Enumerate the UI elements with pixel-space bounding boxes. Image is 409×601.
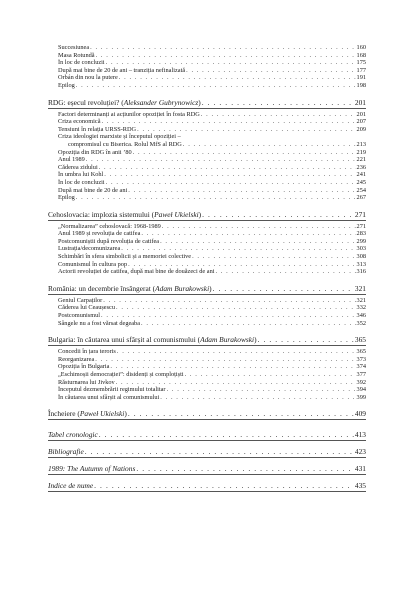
toc-entry: Reorganizarea . . . 373 bbox=[48, 356, 366, 364]
chapter-rule bbox=[48, 419, 366, 420]
toc-entry: Actorii revoluției de catifea, după mai bine de douăzeci de ani . . . 316 bbox=[48, 268, 366, 276]
toc-entry: Anul 1989 . . . 221 bbox=[48, 156, 366, 164]
toc-entry: Căderea zidului . . . 236 bbox=[48, 164, 366, 172]
toc-entry: Criza ideologiei marxiste și începutul opoziției – bbox=[58, 133, 181, 141]
toc-section-hungary-tail bbox=[48, 44, 366, 90]
toc-entry: Tensiuni în relația URSS-RDG . . . 209 bbox=[48, 126, 366, 134]
toc-section-rdg bbox=[48, 98, 366, 202]
toc-chapter-heading: Bulgaria: în căutarea unui sfârșit al comunismului (Adam Burakowski) . . . 365 bbox=[48, 335, 366, 344]
toc-entry: Masa Rotundă . . . 168 bbox=[48, 52, 366, 60]
toc-entry: Succesiunea . . . 160 bbox=[48, 44, 366, 52]
toc-section-romania bbox=[48, 284, 366, 327]
toc-entry: Începutul dezmembrării regimului totalitar . . . 394 bbox=[48, 386, 366, 394]
table-of-contents bbox=[48, 44, 366, 494]
toc-entry: Epilog . . . 198 bbox=[48, 82, 366, 90]
toc-entry: Răsturnarea lui Jivkov . . . 392 bbox=[48, 379, 366, 387]
toc-entry: După mai bine de 20 de ani . . . 254 bbox=[48, 187, 366, 195]
toc-entry: Căderea lui Ceaușescu . . . 332 bbox=[48, 304, 366, 312]
chapter-rule bbox=[48, 440, 366, 441]
toc-entry: „Normalizarea” cehoslovacă: 1968-1989 . . . 271 bbox=[48, 223, 366, 231]
toc-entry: În loc de concluzii . . . 245 bbox=[48, 179, 366, 187]
toc-entry: Schimbări în sfera simbolicii și a memoriei colective . . . 308 bbox=[48, 253, 366, 261]
toc-entry: Sângele nu a fost vărsat degeaba . . . 352 bbox=[48, 320, 366, 328]
toc-entry: Opoziția din RDG în anii ’80 . . . 219 bbox=[48, 149, 366, 157]
toc-chapter-heading: Încheiere (Paweł Ukielski) . . . 409 bbox=[48, 409, 366, 418]
toc-entry: „Eschimoșii democrației”: disidenți și comploțiști . . . 377 bbox=[48, 371, 366, 379]
toc-entry: Concedii în țara teroris . . . 365 bbox=[48, 348, 366, 356]
toc-entry: Factori determinanți ai acțiunilor opoziției în fosta RDG . . . 201 bbox=[48, 111, 366, 119]
chapter-rule bbox=[48, 457, 366, 458]
chapter-rule bbox=[48, 345, 366, 346]
toc-entry: Lustrația/decomunizarea . . . 303 bbox=[48, 245, 366, 253]
toc-entry: Orbán din nou la putere . . . 191 bbox=[48, 74, 366, 82]
toc-chapter-heading: România: un decembrie însângerat (Adam Burakowski) . . . 321 bbox=[48, 284, 366, 293]
toc-back-entry: Bibliografie . . . 423 bbox=[48, 447, 366, 456]
toc-section-cehoslovacia bbox=[48, 210, 366, 276]
toc-entry: Comunismul în cultura pop . . . 313 bbox=[48, 261, 366, 269]
toc-entry: Geniul Carpaților . . . 321 bbox=[48, 297, 366, 305]
chapter-rule bbox=[48, 491, 366, 492]
chapter-rule bbox=[48, 294, 366, 295]
toc-entry: Epilog . . . 267 bbox=[48, 194, 366, 202]
toc-entry: În loc de concluzii . . . 175 bbox=[48, 59, 366, 67]
chapter-rule bbox=[48, 220, 366, 221]
toc-back-entry: Tabel cronologic . . . 413 bbox=[48, 430, 366, 439]
toc-entry: Opoziția în Bulgaria . . . 374 bbox=[48, 363, 366, 371]
toc-chapter-heading: Cehoslovacia: implozia sistemului (Paweł Ukielski) . . . 271 bbox=[48, 210, 366, 219]
toc-entry: Anul 1989 și revoluția de catifea . . . 283 bbox=[48, 230, 366, 238]
chapter-rule bbox=[48, 474, 366, 475]
toc-entry: Criza economică . . . 207 bbox=[48, 118, 366, 126]
toc-section-bulgaria bbox=[48, 335, 366, 401]
toc-entry: În căutarea unui sfârșit al comunismului . . . 399 bbox=[48, 394, 366, 402]
toc-entry: Postcomuniștii după revoluția de catifea . . . 299 bbox=[48, 238, 366, 246]
toc-back-entry: Indice de nume . . . 435 bbox=[48, 481, 366, 490]
toc-back-entry: 1989: The Autumn of Nations . . . 431 bbox=[48, 464, 366, 473]
toc-chapter-heading: RDG: eșecul revoluției? (Aleksander Gubrynowicz) . . . 201 bbox=[48, 98, 366, 107]
toc-entry: După mai bine de 20 de ani – tranziția nefinalizată . . . 177 bbox=[48, 67, 366, 75]
toc-entry: În umbra lui Kohl . . . 241 bbox=[48, 171, 366, 179]
chapter-rule bbox=[48, 108, 366, 109]
toc-entry-continued: compromisul cu Biserica. Rolul MfS al RDG . . . 213 bbox=[48, 141, 366, 149]
toc-entry: Postcomunismul . . . 346 bbox=[48, 312, 366, 320]
